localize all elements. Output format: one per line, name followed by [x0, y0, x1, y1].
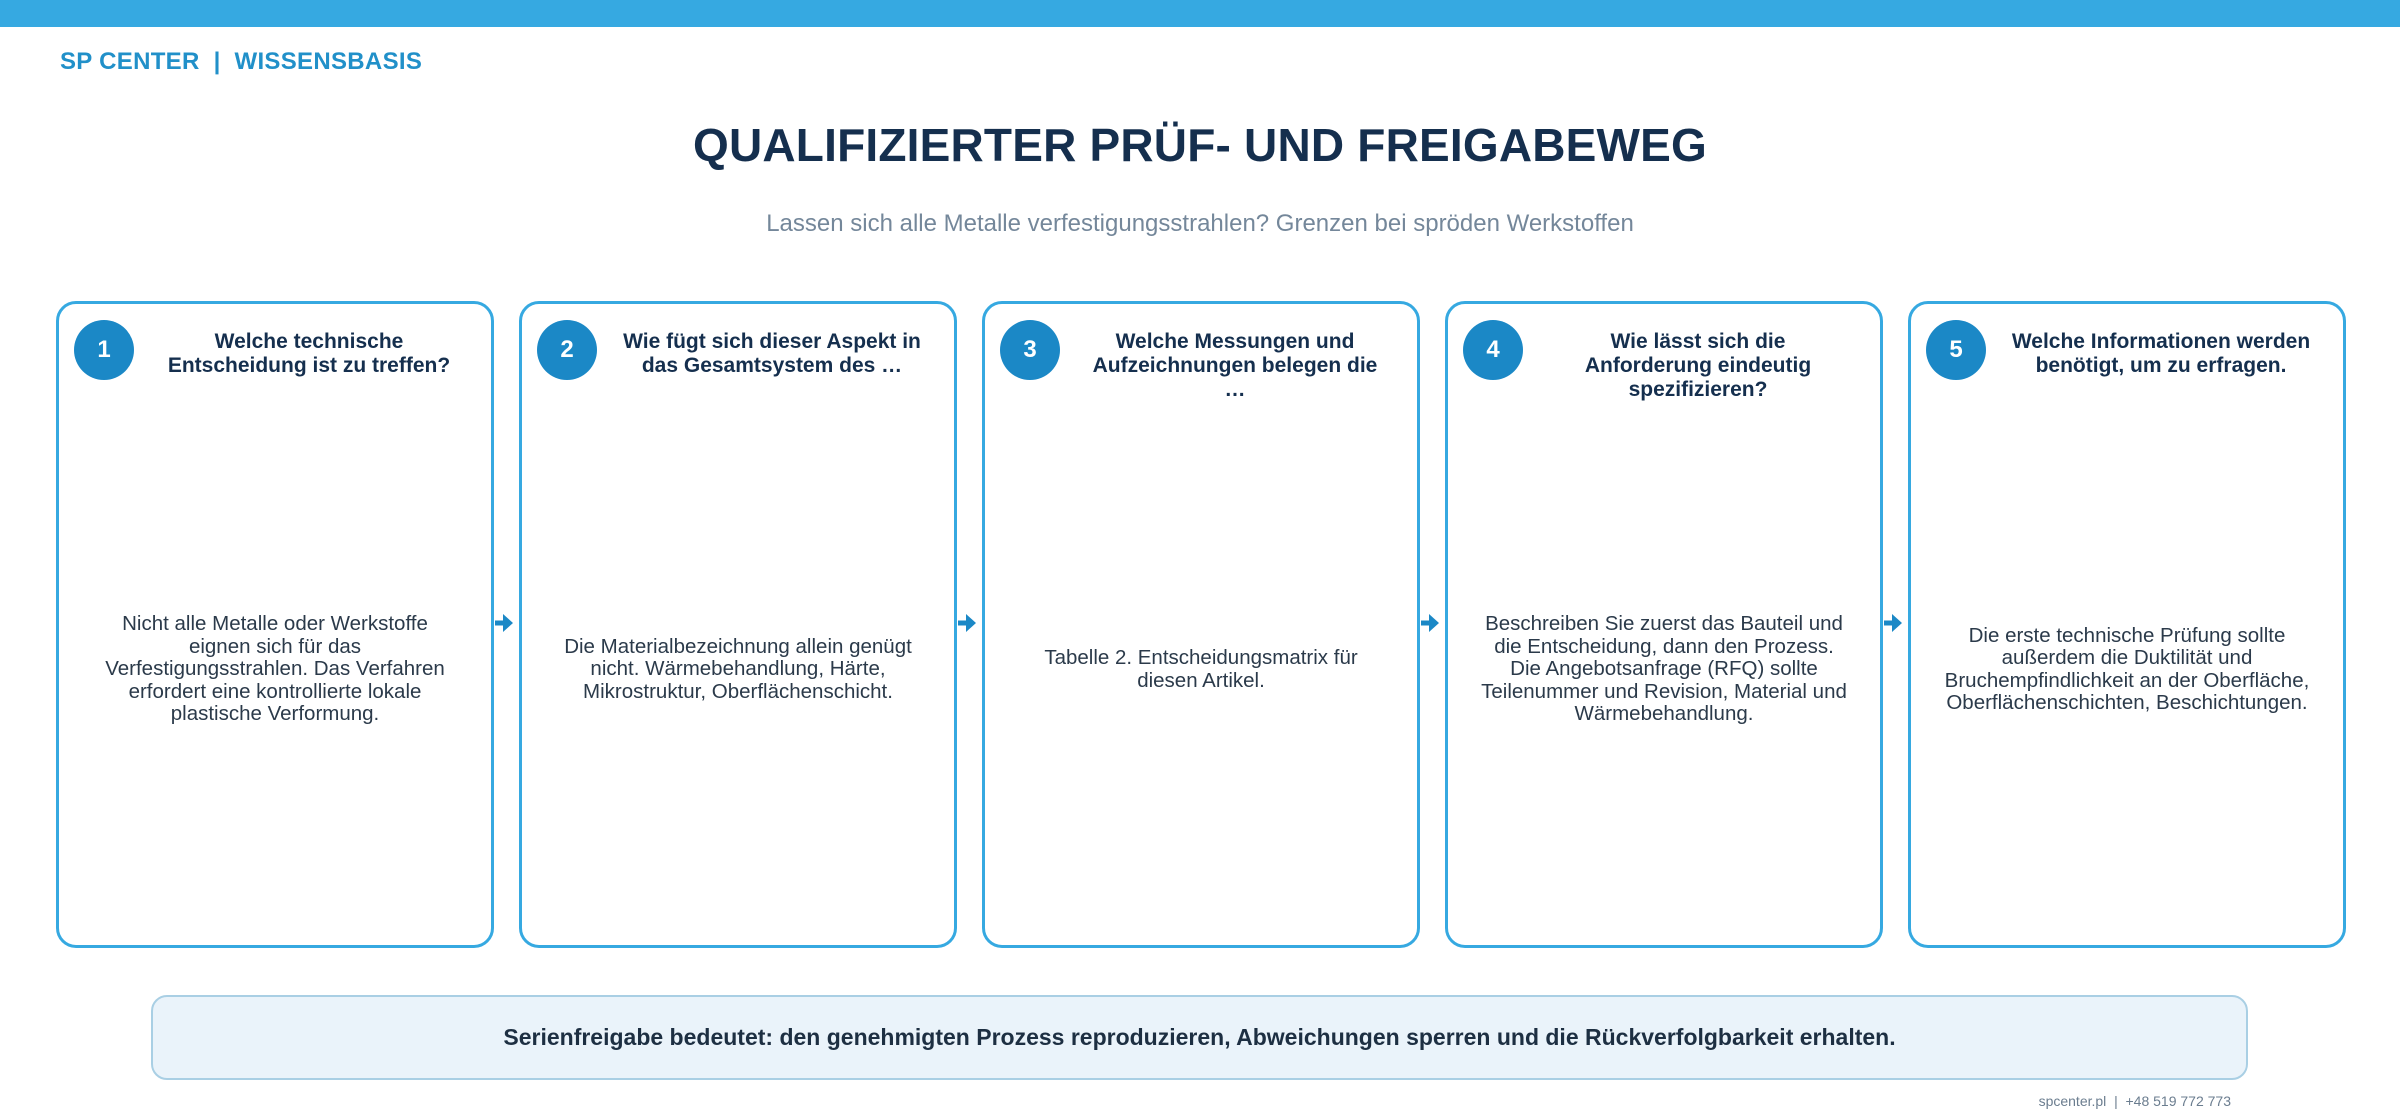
step-card-3 [982, 301, 1420, 948]
arrow-right-icon [958, 612, 976, 634]
footer-phone: +48 519 772 773 [2125, 1093, 2231, 1109]
step-title: Welche Messungen und Aufzeichnungen belegen die … [1092, 330, 1378, 401]
arrow-right-icon [1884, 612, 1902, 634]
step-title: Wie fügt sich dieser Aspekt in das Gesamtsystem des … [623, 330, 921, 377]
step-title: Welche Informationen werden benötigt, um zu erfragen. [2011, 330, 2311, 377]
step-body [1478, 434, 1850, 905]
brand-section: WISSENSBASIS [234, 48, 423, 75]
step-number-badge: 1 [74, 320, 134, 380]
step-body [89, 434, 461, 905]
footer-contact [2039, 1093, 2231, 1109]
step-number-badge: 4 [1463, 320, 1523, 380]
step-body [552, 434, 924, 905]
arrow-right-icon [495, 612, 513, 634]
footer-separator: | [2114, 1093, 2118, 1109]
step-number-badge: 3 [1000, 320, 1060, 380]
summary-note-text: Serienfreigabe bedeutet: den genehmigten Prozess reproduzieren, Abweichungen sperren und die Rückverfolgbarkeit erhalten. [503, 1024, 1896, 1050]
step-title: Welche technische Entscheidung ist zu treffen? [167, 330, 451, 377]
step-card-2 [519, 301, 957, 948]
step-card-4 [1445, 301, 1883, 948]
step-title: Wie lässt sich die Anforderung eindeutig spezifizieren? [1584, 330, 1812, 401]
page-title: QUALIFIZIERTER PRÜF- UND FREIGABEWEG [692, 119, 1708, 171]
step-body-text: Beschreiben Sie zuerst das Bauteil und die Entscheidung, dann den Prozess. Die Angebotsanfrage (RFQ) sollte Teilenummer und Revision, Material und Wärmebehandlung. [1481, 612, 1847, 726]
step-body-text: Die Materialbezeichnung allein genügt nicht. Wärmebehandlung, Härte, Mikrostruktur, Oberflächenschicht. [564, 634, 912, 703]
brand-name: SP CENTER [60, 48, 200, 75]
top-accent-bar [0, 0, 2400, 27]
step-number-badge: 2 [537, 320, 597, 380]
step-body-text: Nicht alle Metalle oder Werkstoffe eignen sich für das Verfestigungsstrahlen. Das Verfahren erfordert eine kontrollierte lokale plastische Verformung. [105, 612, 445, 726]
footer-website[interactable]: spcenter.pl [2038, 1093, 2107, 1109]
step-body [1015, 434, 1387, 905]
arrow-right-icon [1421, 612, 1439, 634]
brand-separator: | [213, 48, 221, 75]
step-body-text: Die erste technische Prüfung sollte außerdem die Duktilität und Bruchempfindlichkeit an der Oberfläche, Oberflächenschichten, Beschichtungen. [1944, 623, 2310, 714]
step-card-1 [56, 301, 494, 948]
step-body [1941, 434, 2313, 905]
step-number-badge: 5 [1926, 320, 1986, 380]
step-body-text: Tabelle 2. Entscheidungsmatrix für diesen Artikel. [1044, 646, 1358, 692]
page-subtitle: Lassen sich alle Metalle verfestigungsstrahlen? Grenzen bei spröden Werkstoffen [766, 210, 1634, 237]
summary-note [151, 995, 2248, 1080]
step-card-5 [1908, 301, 2346, 948]
brand-header [60, 48, 422, 76]
